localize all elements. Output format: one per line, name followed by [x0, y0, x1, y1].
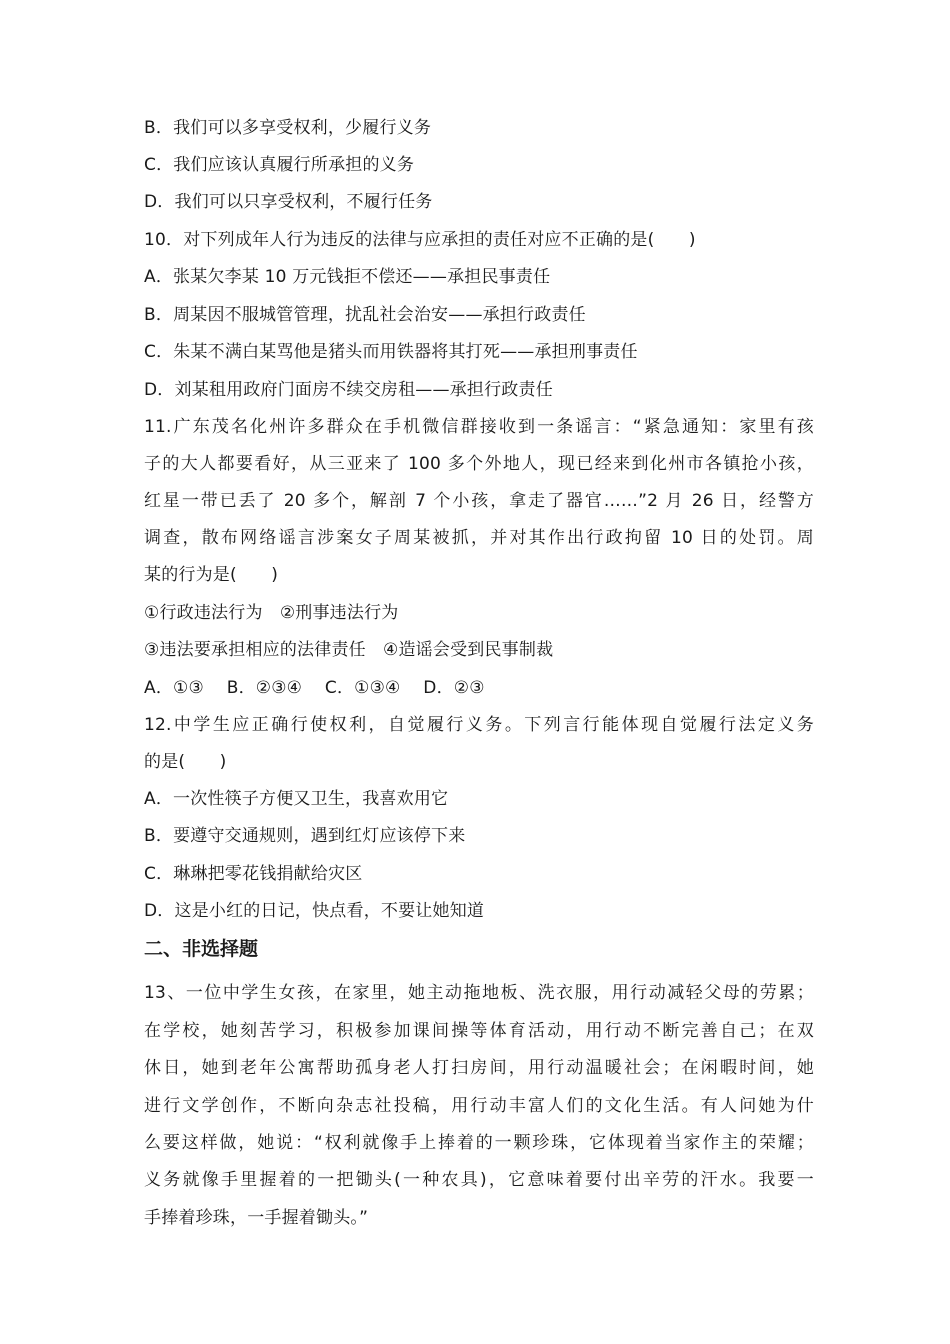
q12-stem-line: 的是( ): [144, 752, 227, 772]
q11-stem-line: 某的行为是( ): [144, 565, 279, 585]
q13-line: 义务就像手里握着的一把锄头(一种农具)，它意味着要付出辛劳的汗水。我要一: [144, 1170, 814, 1190]
q11-stem-line: 调查，散布网络谣言涉案女子周某被抓，并对其作出行政拘留 10 日的处罚。周: [144, 528, 814, 548]
q10-stem: 10．对下列成年人行为违反的法律与应承担的责任对应不正确的是( ): [144, 230, 696, 250]
q11-stem-line: 11.广东茂名化州许多群众在手机微信群接收到一条谣言：“紧急通知：家里有孩: [144, 417, 814, 437]
q11-answers: A．①③ B．②③④ C．①③④ D．②③: [144, 678, 485, 698]
q13-line: 进行文学创作，不断向杂志社投稿，用行动丰富人们的文化生活。有人问她为什: [144, 1096, 814, 1116]
q10-option-a: A．张某欠李某 10 万元钱拒不偿还——承担民事责任: [144, 267, 551, 287]
q13-line: 13、一位中学生女孩，在家里，她主动拖地板、洗衣服，用行动减轻父母的劳累；: [144, 983, 814, 1003]
q12-stem-line: 12.中学生应正确行使权利，自觉履行义务。下列言行能体现自觉履行法定义务: [144, 715, 814, 735]
q13-line: 在学校，她刻苦学习，积极参加课间操等体育活动，用行动不断完善自己；在双: [144, 1021, 814, 1041]
q9-option-b: B．我们可以多享受权利，少履行义务: [144, 118, 432, 138]
q12-option-d: D．这是小红的日记，快点看，不要让她知道: [144, 901, 485, 921]
q10-option-c: C．朱某不满白某骂他是猪头而用铁器将其打死——承担刑事责任: [144, 342, 638, 362]
q13-line: 么要这样做，她说：“权利就像手上捧着的一颗珍珠，它体现着当家作主的荣耀；: [144, 1133, 814, 1153]
q10-option-d: D．刘某租用政府门面房不续交房租——承担行政责任: [144, 380, 553, 400]
q11-choices-line-1: ①行政违法行为 ②刑事违法行为: [144, 603, 399, 623]
q10-option-b: B．周某因不服城管管理，扰乱社会治安——承担行政责任: [144, 305, 586, 325]
q9-option-c: C．我们应该认真履行所承担的义务: [144, 155, 415, 175]
q11-stem-line: 红星一带已丢了 20 多个，解剖 7 个小孩，拿走了器官……”2 月 26 日，经警方: [144, 491, 814, 511]
q13-line: 休日，她到老年公寓帮助孤身老人打扫房间，用行动温暖社会；在闲暇时间，她: [144, 1058, 814, 1078]
q11-stem-line: 子的大人都要看好，从三亚来了 100 多个外地人，现已经来到化州市各镇抢小孩，: [144, 454, 814, 474]
q9-option-d: D．我们可以只享受权利，不履行任务: [144, 192, 433, 212]
q13-line: 手捧着珍珠，一手握着锄头。”: [144, 1208, 369, 1228]
q12-option-b: B．要遵守交通规则，遇到红灯应该停下来: [144, 826, 466, 846]
section-two-title: 二、非选择题: [144, 938, 259, 960]
q12-option-a: A．一次性筷子方便又卫生，我喜欢用它: [144, 789, 449, 809]
q12-option-c: C．琳琳把零花钱捐献给灾区: [144, 864, 363, 884]
q11-choices-line-2: ③违法要承担相应的法律责任 ④造谣会受到民事制裁: [144, 640, 554, 660]
